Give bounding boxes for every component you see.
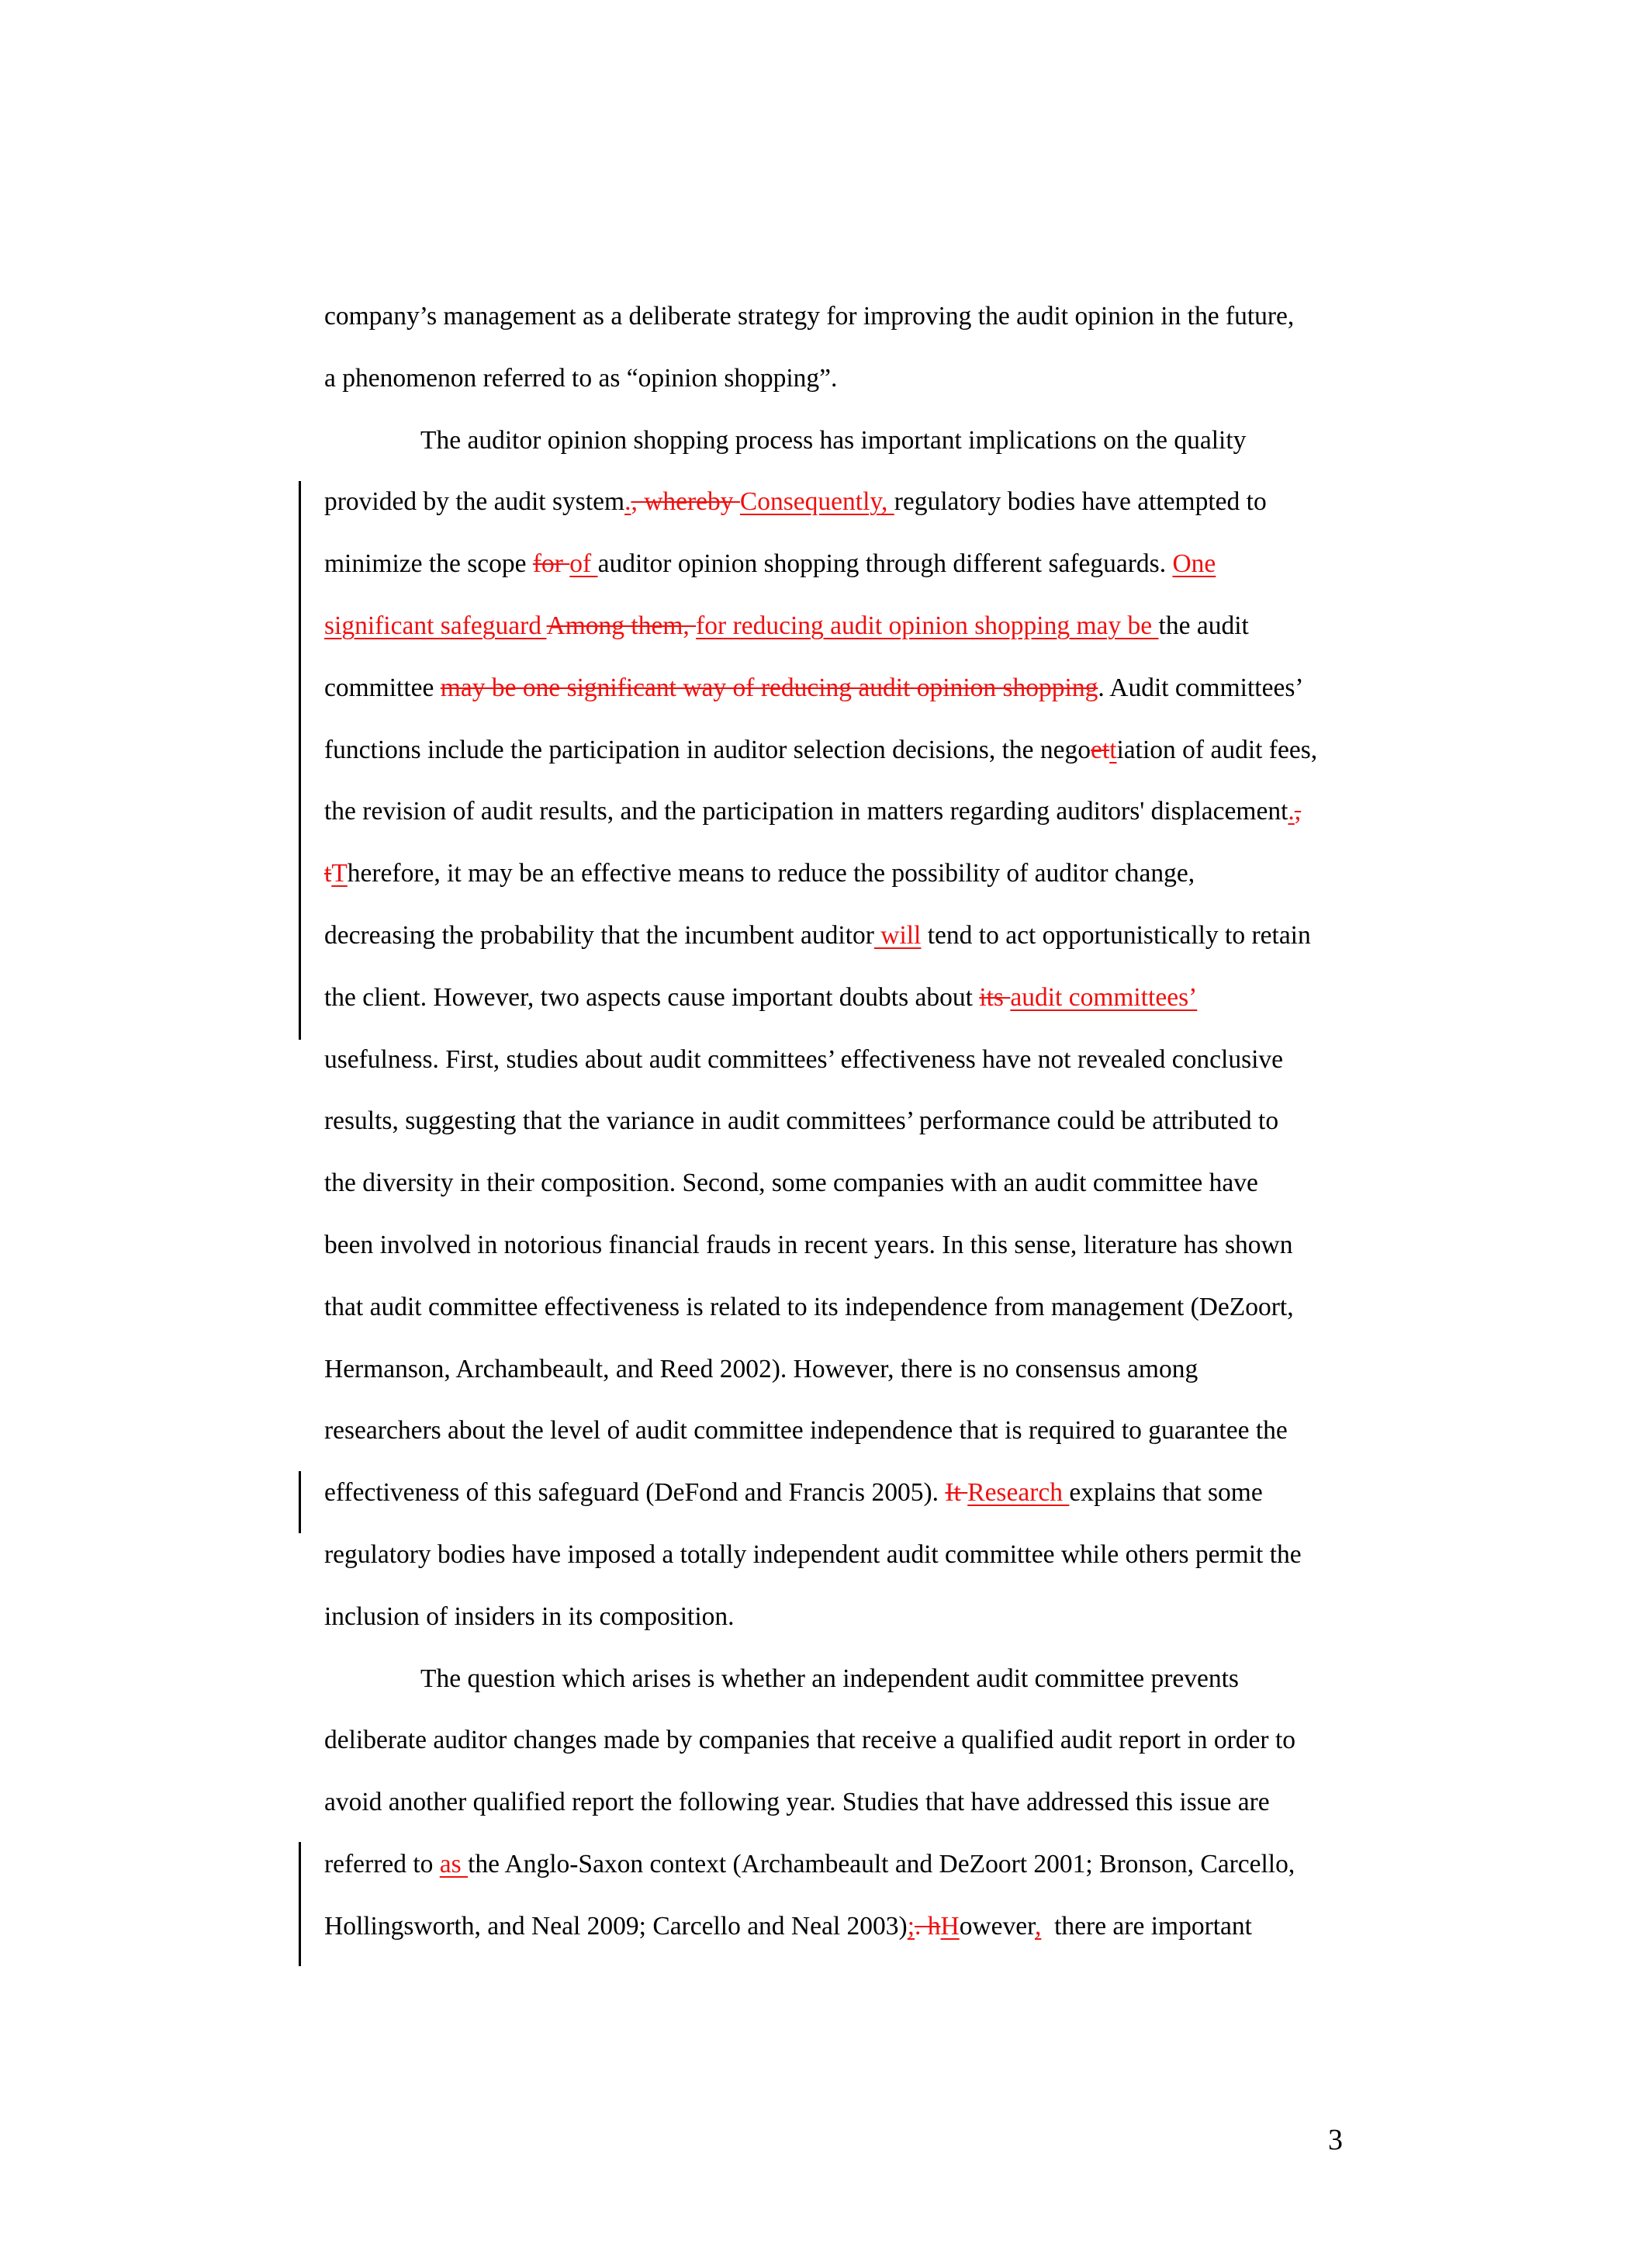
text-line (324, 1833, 1364, 1896)
deleted-text[interactable]: its (979, 982, 1011, 1012)
text-line (324, 1152, 1364, 1214)
text-line (324, 471, 1364, 533)
text-run: effectiveness of this safeguard (DeFond and Francis 2005). (324, 1478, 946, 1508)
text-line (324, 1462, 1364, 1524)
text-run: results, suggesting that the variance in audit committees’ performance could be attributed to (324, 1106, 1279, 1136)
deleted-text[interactable]: , (1294, 797, 1302, 826)
text-run: the client. However, two aspects cause important doubts about (324, 982, 980, 1012)
text-run: the diversity in their composition. Second, some companies with an audit committee have (324, 1169, 1258, 1198)
text-run: tend to act opportunistically to retain (921, 920, 1311, 950)
inserted-text[interactable]: for reducing audit opinion shopping may be (696, 611, 1159, 640)
inserted-text[interactable]: One (1172, 549, 1216, 579)
text-run: Hermanson, Archambeault, and Reed 2002). However, there is no consensus among (324, 1354, 1198, 1383)
text-run: avoid another qualified report the following year. Studies that have addressed this issue are (324, 1788, 1270, 1817)
text-run: inclusion of insiders in its composition. (324, 1601, 735, 1631)
text-run: . Audit committees’ (1098, 673, 1304, 702)
deleted-text[interactable]: may be one significant way of reducing audit opinion shopping (440, 673, 1098, 702)
text-line (324, 348, 1364, 410)
page-number: 3 (1328, 2124, 1343, 2156)
change-bar (299, 1842, 301, 1966)
text-line (324, 967, 1364, 1029)
text-run: provided by the audit system (324, 487, 625, 517)
text-line (324, 781, 1364, 843)
text-line (324, 286, 1364, 348)
text-line (324, 905, 1364, 967)
text-run: explains that some (1069, 1478, 1263, 1508)
text-run: regulatory bodies have attempted to (894, 487, 1267, 517)
inserted-text[interactable]: , (1034, 1911, 1042, 1941)
text-run: usefulness. First, studies about audit committees’ effectiveness have not revealed conclusive (324, 1044, 1284, 1074)
text-line (324, 657, 1364, 719)
text-line (324, 719, 1364, 781)
deleted-text[interactable]: . (915, 1911, 928, 1941)
inserted-text[interactable]: . (624, 487, 631, 517)
text-run: been involved in notorious financial frauds in recent years. In this sense, literature has shown (324, 1230, 1293, 1259)
text-run: herefore, it may be an effective means to reduce the possibility of auditor change, (347, 859, 1195, 888)
text-line (324, 533, 1364, 595)
text-line (324, 1524, 1364, 1586)
text-line (324, 1771, 1364, 1833)
text-run: decreasing the probability that the incumbent auditor (324, 920, 874, 950)
text-run: the audit (1158, 611, 1249, 640)
deleted-text[interactable]: et (1091, 735, 1110, 764)
inserted-text[interactable]: as (439, 1849, 469, 1878)
paragraph-first-line (324, 1648, 1364, 1710)
text-line (324, 1090, 1364, 1152)
inserted-text[interactable]: Consequently, (739, 487, 894, 517)
inserted-text[interactable]: Research (967, 1478, 1070, 1508)
deleted-text[interactable]: for (532, 549, 570, 579)
text-run: there are important (1041, 1911, 1252, 1941)
inserted-text[interactable]: audit committees’ (1010, 982, 1198, 1012)
text-line (324, 1276, 1364, 1338)
deleted-text[interactable]: h (927, 1911, 941, 1941)
change-bar (299, 1471, 301, 1533)
text-run: committee (324, 673, 441, 702)
text-run: iation of audit fees, (1116, 735, 1318, 764)
deleted-text[interactable]: Among them, (546, 611, 697, 640)
deleted-text[interactable]: , whereby (631, 487, 740, 517)
text-line (324, 595, 1364, 657)
inserted-text[interactable]: significant safeguard (324, 611, 547, 640)
text-run: Hollingsworth, and Neal 2009; Carcello and Neal 2003) (324, 1911, 908, 1941)
text-line (324, 1400, 1364, 1462)
inserted-text[interactable]: . (1288, 797, 1295, 826)
inserted-text[interactable]: t (1109, 735, 1117, 764)
text-run: auditor opinion shopping through different safeguards. (597, 549, 1173, 579)
text-run: deliberate auditor changes made by companies that receive a qualified audit report in order to (324, 1726, 1296, 1755)
text-run: the revision of audit results, and the participation in matters regarding auditors' displacement (324, 797, 1288, 826)
text-run: referred to (324, 1849, 440, 1878)
deleted-text[interactable]: It (945, 1478, 968, 1508)
text-run: regulatory bodies have imposed a totally independent audit committee while others permit the (324, 1539, 1302, 1569)
text-run: The auditor opinion shopping process has important implications on the quality (420, 425, 1247, 455)
text-run: minimize the scope (324, 549, 533, 579)
text-line (324, 1338, 1364, 1401)
text-run: researchers about the level of audit committee independence that is required to guarantee the (324, 1416, 1288, 1446)
inserted-text[interactable]: of (569, 549, 598, 579)
change-bar (299, 481, 301, 1040)
text-run: The question which arises is whether an independent audit committee prevents (420, 1664, 1239, 1693)
inserted-text[interactable]: H (940, 1911, 960, 1941)
text-run: that audit committee effectiveness is related to its independence from management (DeZoort, (324, 1292, 1294, 1321)
text-run: the Anglo-Saxon context (Archambeault and DeZoort 2001; Bronson, Carcello, (468, 1849, 1295, 1878)
text-run: a phenomenon referred to as “opinion shopping”. (324, 363, 838, 393)
body-text (324, 286, 1364, 1958)
paragraph-first-line (324, 410, 1364, 472)
text-run: company’s management as a deliberate strategy for improving the audit opinion in the future, (324, 302, 1295, 331)
inserted-text[interactable]: ; (907, 1911, 915, 1941)
inserted-text[interactable]: will (873, 920, 922, 950)
text-line (324, 1586, 1364, 1648)
text-line (324, 1214, 1364, 1276)
deleted-text[interactable]: t (324, 859, 332, 888)
text-run: functions include the participation in auditor selection decisions, the nego (324, 735, 1091, 764)
text-line (324, 1896, 1364, 1958)
inserted-text[interactable]: T (331, 859, 348, 888)
text-line (324, 1709, 1364, 1771)
text-line (324, 843, 1364, 905)
text-run: owever (959, 1911, 1035, 1941)
text-line (324, 1029, 1364, 1091)
